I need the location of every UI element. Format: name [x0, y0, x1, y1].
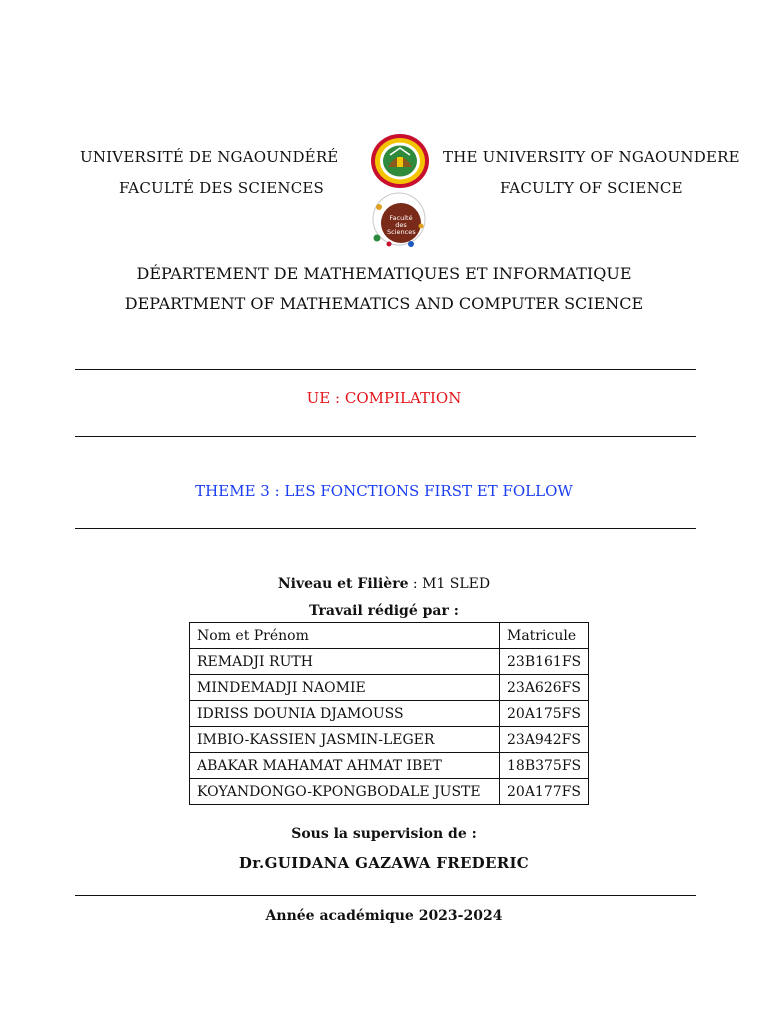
table-header-row	[190, 623, 589, 649]
faculty-logo-line1: Faculté des	[389, 214, 413, 229]
theme-title: THEME 3 : LES FONCTIONS FIRST ET FOLLOW	[195, 482, 573, 500]
table-row	[190, 727, 589, 753]
university-seal-logo	[370, 133, 430, 189]
table-row	[190, 701, 589, 727]
member-name: ABAKAR MAHAMAT AHMAT IBET	[190, 753, 500, 779]
divider-middle	[75, 436, 696, 437]
department-name-en: DEPARTMENT OF MATHEMATICS AND COMPUTER SCIENCE	[124, 294, 644, 313]
faculty-name-en: FACULTY OF SCIENCE	[500, 179, 683, 197]
level-label: Niveau et Filière	[277, 576, 409, 592]
table-row	[190, 779, 589, 805]
department-name-fr: DÉPARTEMENT DE MATHEMATIQUES ET INFORMATIQUE	[136, 264, 632, 283]
level-line	[0, 576, 768, 592]
faculty-name-fr: FACULTÉ DES SCIENCES	[119, 179, 324, 197]
member-matricule: 23A942FS	[500, 727, 589, 753]
member-name: KOYANDONGO-KPONGBODALE JUSTE	[190, 779, 500, 805]
header-matricule: Matricule	[500, 623, 589, 649]
divider-footer	[75, 895, 696, 896]
member-matricule: 23A626FS	[500, 675, 589, 701]
member-matricule: 23B161FS	[500, 649, 589, 675]
supervision-label: Sous la supervision de :	[291, 826, 477, 842]
header-name: Nom et Prénom	[190, 623, 500, 649]
member-matricule: 20A177FS	[500, 779, 589, 805]
table-row	[190, 675, 589, 701]
member-matricule: 20A175FS	[500, 701, 589, 727]
member-name: IMBIO-KASSIEN JASMIN-LEGER	[190, 727, 500, 753]
divider-bottom	[75, 528, 696, 529]
faculty-logo-text	[387, 215, 415, 236]
university-name-fr: UNIVERSITÉ DE NGAOUNDÉRÉ	[80, 148, 339, 166]
level-value: : M1 SLED	[408, 576, 491, 592]
divider-top	[75, 369, 696, 370]
academic-year: Année académique 2023-2024	[265, 908, 503, 924]
member-name: MINDEMADJI NAOMIE	[190, 675, 500, 701]
member-name: REMADJI RUTH	[190, 649, 500, 675]
course-title: UE : COMPILATION	[306, 389, 462, 407]
faculty-logo-line2: Sciences	[387, 228, 416, 236]
written-by-label: Travail rédigé par :	[309, 603, 459, 619]
members-table	[189, 622, 589, 805]
member-name: IDRISS DOUNIA DJAMOUSS	[190, 701, 500, 727]
table-row	[190, 753, 589, 779]
table-row	[190, 649, 589, 675]
university-name-en: THE UNIVERSITY OF NGAOUNDERE	[443, 148, 740, 166]
supervisor-name: Dr.GUIDANA GAZAWA FREDERIC	[238, 854, 530, 872]
member-matricule: 18B375FS	[500, 753, 589, 779]
